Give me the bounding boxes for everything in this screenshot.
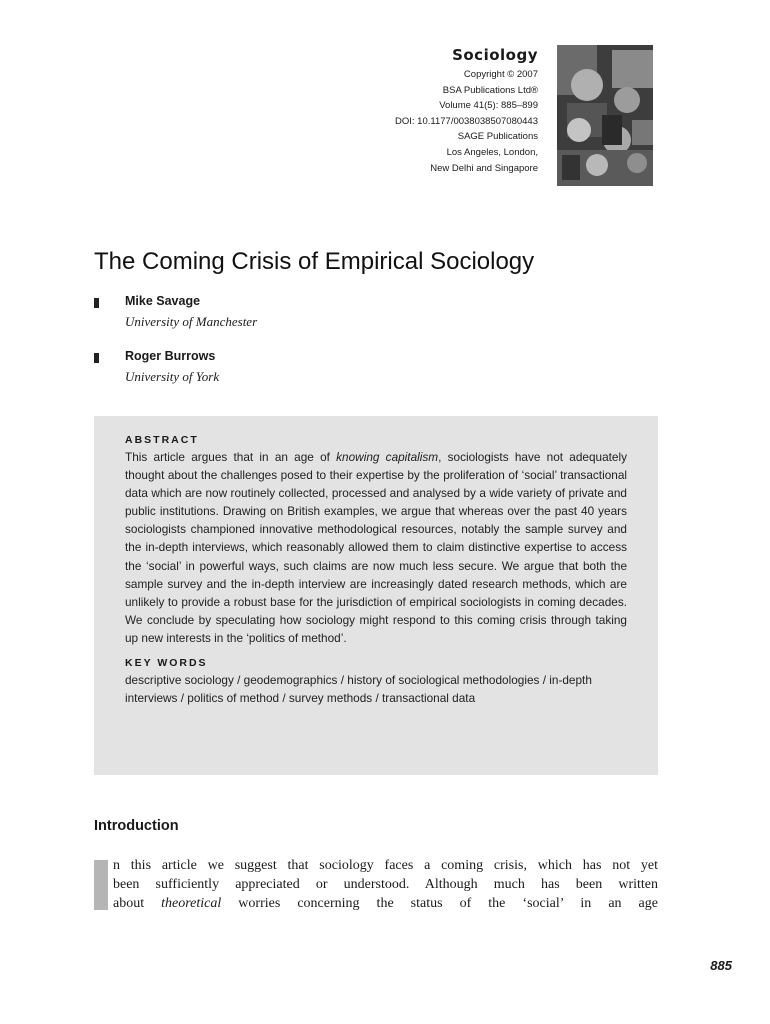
abstract-text-part: This article argues that in an age of	[125, 450, 337, 464]
page-number: 885	[710, 958, 732, 973]
author-name: Roger Burrows	[125, 349, 216, 363]
intro-line-1: n this article we suggest that sociology faces a coming crisis, which has not yet	[113, 858, 658, 873]
keywords-text: descriptive sociology / geodemographics / history of sociological methodologies / in-depth interviews / politics of method / survey methods / transactional data	[125, 673, 592, 706]
drop-cap-letter	[94, 860, 108, 910]
cover-photo-graphic	[557, 45, 653, 186]
publisher-line: BSA Publications Ltd®	[442, 84, 538, 96]
author-bullet-icon	[94, 298, 99, 308]
doi-line: DOI: 10.1177/0038038507080443	[395, 115, 538, 127]
abstract-italic-term: knowing capitalism	[336, 450, 439, 464]
copyright-line: Copyright © 2007	[463, 69, 538, 80]
intro-text-part: about	[113, 896, 162, 911]
journal-name: Sociology	[452, 46, 538, 64]
author-affiliation: University of Manchester	[125, 314, 258, 329]
journal-info	[395, 46, 538, 176]
location-line-1: Los Angeles, London,	[446, 146, 538, 158]
keywords-heading: KEY WORDS	[125, 657, 208, 670]
author-name: Mike Savage	[125, 294, 201, 308]
author-affiliation: University of York	[125, 369, 220, 384]
sage-line: SAGE Publications	[457, 131, 538, 143]
volume-line: Volume 41(5): 885–899	[439, 100, 538, 112]
intro-text-part: worries concerning the status of the ‘social’ in an age	[221, 896, 658, 911]
abstract-box	[94, 416, 658, 775]
abstract-text	[125, 448, 627, 647]
location-line-2: New Delhi and Singapore	[430, 162, 538, 174]
abstract-heading: ABSTRACT	[125, 434, 199, 446]
intro-italic-word: theoretical	[161, 896, 222, 911]
article-title: The Coming Crisis of Empirical Sociology	[94, 248, 535, 275]
intro-line-3	[113, 896, 658, 912]
abstract-text-part: , sociologists have not adequately thought about the challenges posed to their expertise by the proliferation of ‘social’ transactional data which are now routinely collected, processed and analysed by a wide variety of private and public institutions. Drawing on British examples, we argue that whereas over the past 40 years sociologists championed innovative methodological resources, notably the sample survey and the in-depth interviews, which reasonably allowed them to claim distinctive expertise to access the ‘social’ in powerful ways, such claims are now much less secure. We argue that both the sample survey and the in-depth interview are increasingly dated research methods, which are unlikely to provide a robust base for the jurisdiction of empirical sociologists in coming decades. We conclude by speculating how sociology might respond to this coming crisis through taking up new interests in the ‘politics of method’.	[125, 450, 627, 645]
journal-cover-image	[557, 45, 653, 186]
author-bullet-icon	[94, 353, 99, 363]
intro-line-2: been sufficiently appreciated or understood. Although much has been written	[113, 877, 658, 892]
section-heading-introduction: Introduction	[94, 818, 179, 834]
